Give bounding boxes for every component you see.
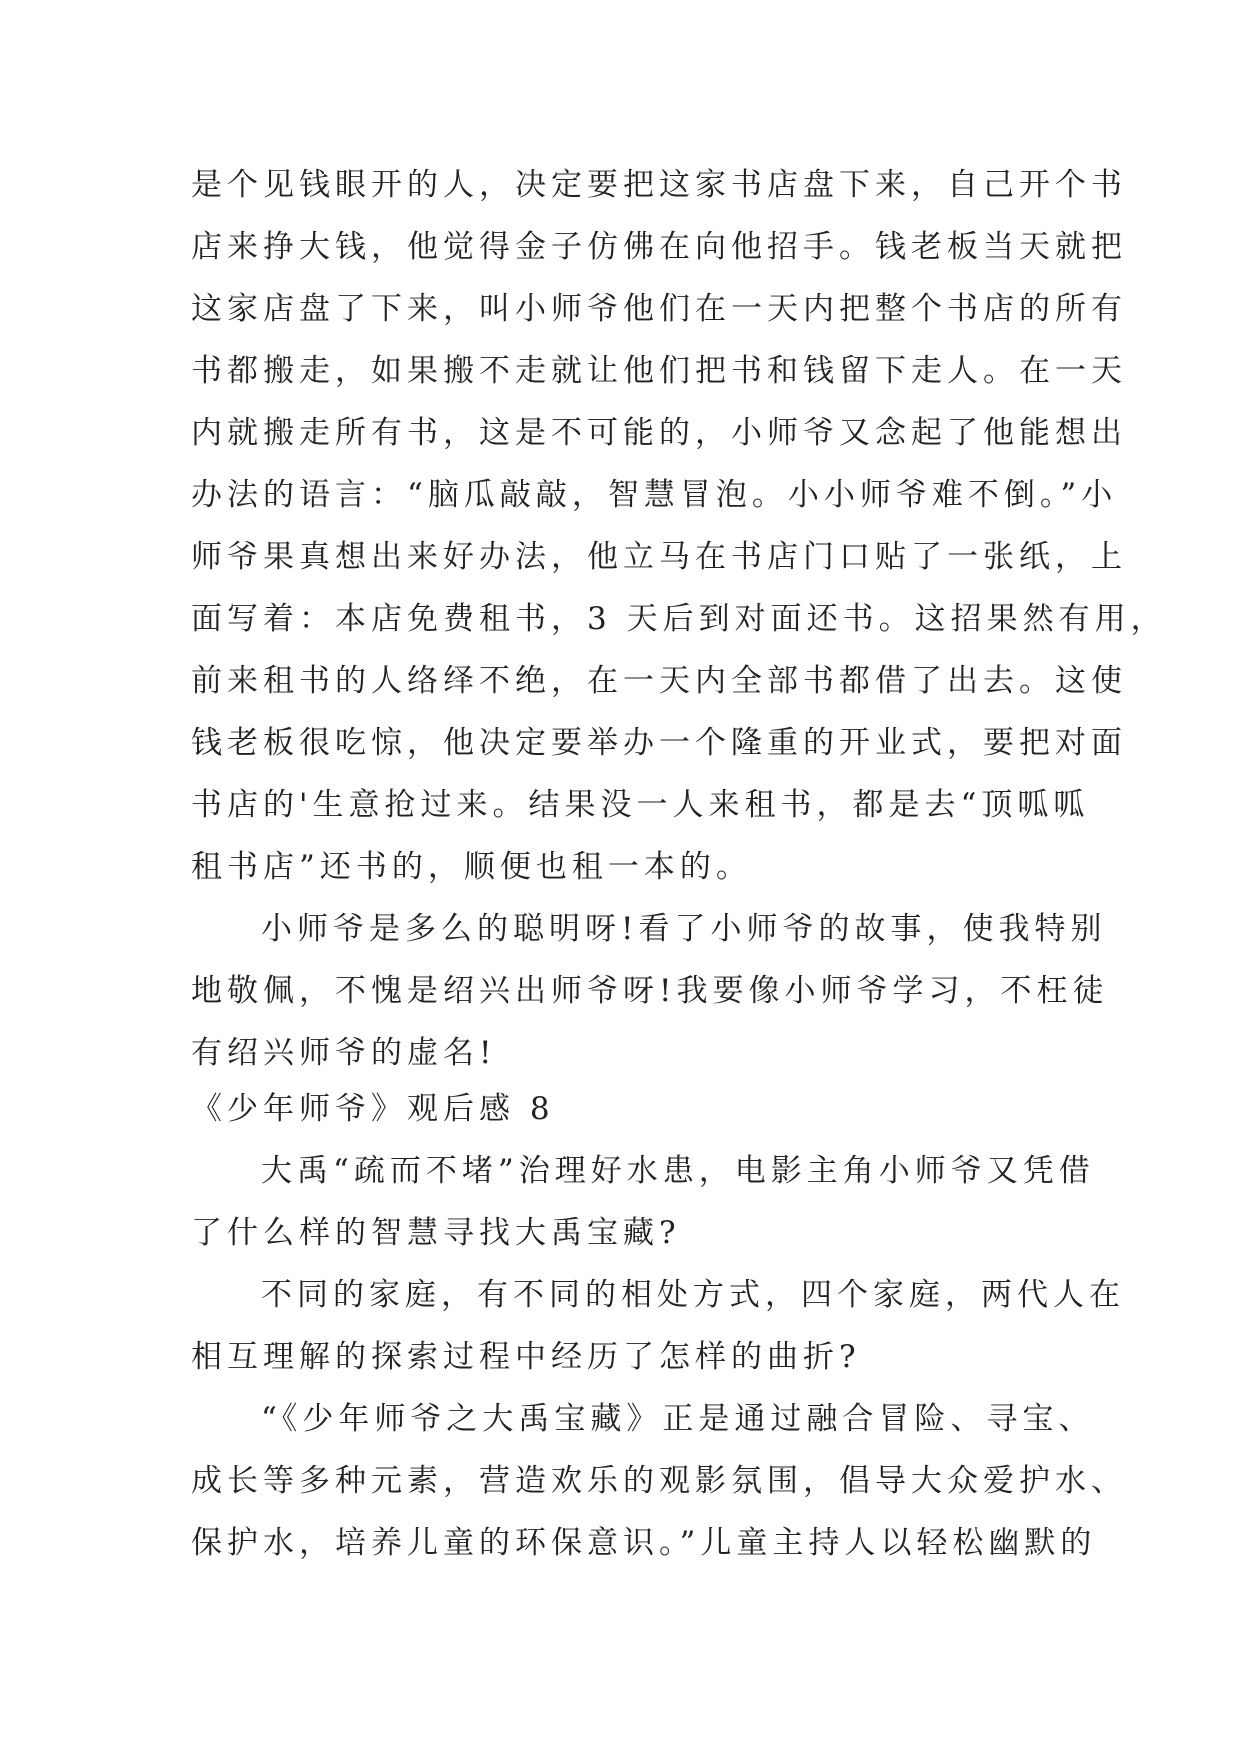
paragraph-line: 保护水，培养儿童的环保意识。”儿童主持人以轻松幽默的 xyxy=(191,1525,1097,1561)
paragraph-line: 租书店”还书的，顺便也租一本的。 xyxy=(191,849,752,885)
paragraph-line: 书店的'生意抢过来。结果没一人来租书，都是去“顶呱呱 xyxy=(191,787,1090,823)
review-section-8 xyxy=(191,1078,1127,1574)
paragraph-line: 是个见钱眼开的人，决定要把这家书店盘下来，自己开个书 xyxy=(191,167,1127,203)
paragraph-line: 钱老板很吃惊，他决定要举办一个隆重的开业式，要把对面 xyxy=(191,725,1127,761)
paragraph-line: 相互理解的探索过程中经历了怎样的曲折? xyxy=(191,1339,861,1375)
paragraph-line: 成长等多种元素，营造欢乐的观影氛围，倡导大众爱护水、 xyxy=(191,1463,1127,1499)
paragraph-line: 这家店盘了下来，叫小师爷他们在一天内把整个书店的所有 xyxy=(191,291,1127,327)
paragraph-line: 有绍兴师爷的虚名! xyxy=(191,1035,497,1071)
paragraph-line: 地敬佩，不愧是绍兴出师爷呀!我要像小师爷学习，不枉徒 xyxy=(191,973,1109,1009)
paragraph-line: 了什么样的智慧寻找大禹宝藏? xyxy=(191,1215,681,1251)
paragraph-line: 小师爷是多么的聪明呀!看了小师爷的故事，使我特别 xyxy=(261,911,1107,947)
paragraph-line: 店来挣大钱，他觉得金子仿佛在向他招手。钱老板当天就把 xyxy=(191,229,1127,265)
review-section-7-continuation xyxy=(191,154,1167,1084)
paragraph-line: 师爷果真想出来好办法，他立马在书店门口贴了一张纸，上 xyxy=(191,539,1127,575)
paragraph-line: 内就搬走所有书，这是不可能的，小师爷又念起了他能想出 xyxy=(191,415,1127,451)
paragraph-line: 面写着：本店免费租书，3 天后到对面还书。这招果然有用， xyxy=(191,601,1167,637)
paragraph-line: “《少年师爷之大禹宝藏》正是通过融合冒险、寻宝、 xyxy=(261,1401,1095,1437)
paragraph-line: 大禹“疏而不堵”治理好水患，电影主角小师爷又凭借 xyxy=(261,1153,1095,1189)
paragraph-line: 不同的家庭，有不同的相处方式，四个家庭，两代人在 xyxy=(261,1277,1125,1313)
section-heading: 《少年师爷》观后感 8 xyxy=(191,1091,555,1127)
paragraph-line: 书都搬走，如果搬不走就让他们把书和钱留下走人。在一天 xyxy=(191,353,1127,389)
paragraph-line: 办法的语言：“脑瓜敲敲，智慧冒泡。小小师爷难不倒。”小 xyxy=(191,477,1118,513)
paragraph-line: 前来租书的人络绎不绝，在一天内全部书都借了出去。这使 xyxy=(191,663,1127,699)
